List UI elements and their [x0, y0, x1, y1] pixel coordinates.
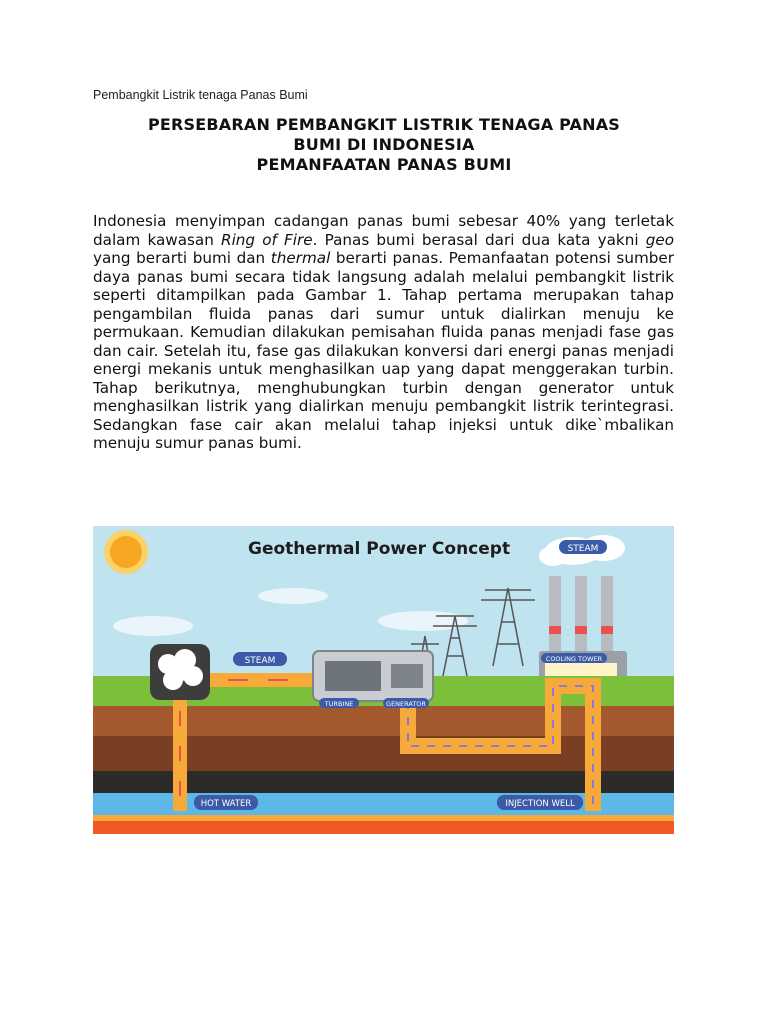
para-part-1: Indonesia menyimpan cadangan panas bumi sebesar 40% yang terletak dalam kawasan	[93, 212, 674, 249]
term-ring-of-fire: Ring of Fire	[221, 230, 313, 249]
para-part-4: berarti panas. Pemanfaatan potensi sumber daya panas bumi secara tidak langsung adalah melalui pembangkit listrik seperti ditampilkan pada Gambar 1. Tahap pertama merupakan tahap pengambilan fluida panas dari sumur untuk dialirkan menuju ke permukaan. Kemudian dilakukan pemisahan fluida panas menjadi fase gas dan cair. Setelah itu, fase gas dilakukan konversi dari energi panas menjadi energi mekanis untuk menghasilkan uap yang dapat menggerakan turbin. Tahap berikutnya, menghubungkan turbin dengan generator untuk menghasilkan listrik yang dialirkan menuju pembangkit listrik terintegrasi. Sedangkan fase cair akan melalui tahap injeksi untuk dike`mbalikan menuju sumur panas bumi.	[93, 249, 674, 452]
page-title	[93, 115, 675, 175]
geothermal-figure	[93, 526, 674, 834]
label-generator-text: GENERATOR	[386, 700, 426, 708]
label-cooling-tower-text: COOLING TOWER	[545, 655, 603, 663]
steam-pipe	[210, 673, 318, 687]
label-hot-water-text: HOT WATER	[200, 799, 252, 809]
geothermal-illustration	[93, 526, 674, 834]
title-line-3: PEMANFAATAN PANAS BUMI	[256, 155, 512, 174]
term-thermal: thermal	[270, 249, 331, 267]
label-injection-well-text: INJECTION WELL	[505, 799, 575, 809]
label-steam-pipe-text: STEAM	[244, 656, 276, 666]
header-note: Pembangkit Listrik tenaga Panas Bumi	[93, 88, 308, 102]
body-paragraph	[93, 212, 674, 453]
sun-icon	[104, 530, 148, 574]
label-steam-top-text: STEAM	[567, 544, 599, 554]
para-part-3: yang berarti bumi dan	[93, 249, 271, 267]
label-turbine-text: TURBINE	[324, 700, 354, 708]
para-part-2: . Panas bumi berasal dari dua kata yakni	[312, 230, 646, 249]
term-geo: geo	[645, 230, 674, 249]
title-line-1: PERSEBARAN PEMBANGKIT LISTRIK TENAGA PANAS	[147, 115, 621, 134]
figure-title: Geothermal Power Concept	[248, 539, 511, 559]
title-line-2: BUMI DI INDONESIA	[293, 135, 475, 154]
